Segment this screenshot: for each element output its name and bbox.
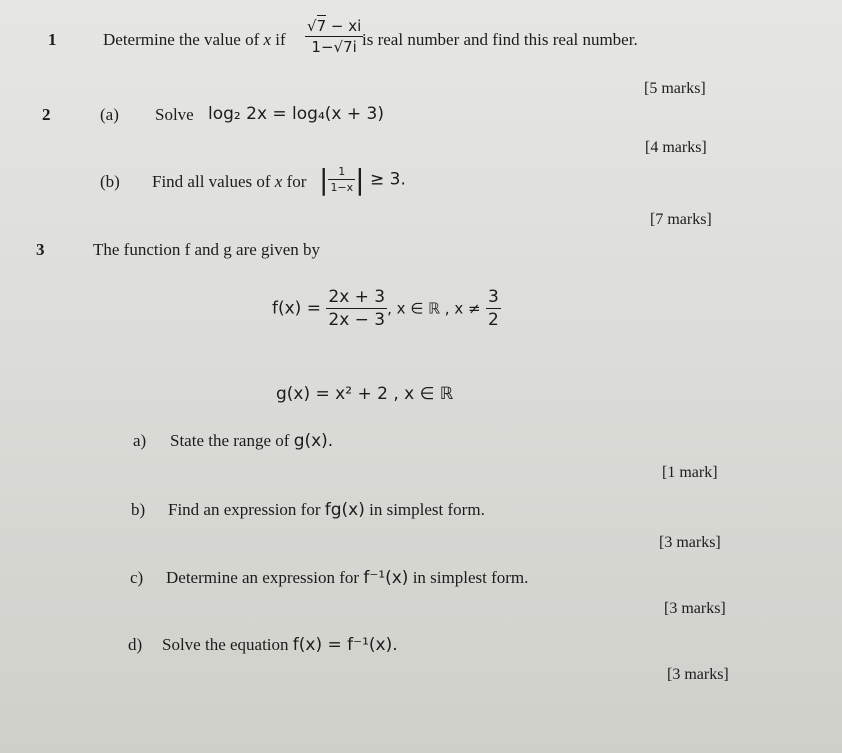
q1-marks: [5 marks] — [644, 80, 706, 97]
q3-f-den: 2x − 3 — [328, 310, 386, 330]
q3d-label: d) — [128, 635, 143, 654]
q1-frac-num-rest: − xi — [326, 17, 362, 35]
q3d-marks: [3 marks] — [667, 666, 729, 683]
q3a-text-a: State the range of — [170, 431, 294, 450]
q3-f-num: 2x + 3 — [328, 287, 386, 307]
q3-f-ex-den: 2 — [487, 310, 499, 330]
q2b-rest: ≥ 3. — [370, 169, 406, 190]
q3b-rest: in simplest form. — [364, 500, 485, 519]
q1-frac-den-root: 7i — [343, 38, 357, 56]
q2b-frac-den: 1−x — [330, 181, 354, 194]
q1-frac-num-root: 7 — [316, 17, 327, 35]
q2a-text: Solve — [155, 105, 194, 124]
q2a-equation: log₂ 2x = log₄(x + 3) — [208, 104, 384, 124]
q3a-marks: [1 mark] — [662, 464, 718, 481]
q3-f-definition — [272, 287, 501, 330]
q3c-rest: in simplest form. — [408, 568, 529, 587]
q3b-math: fg(x) — [324, 500, 365, 520]
q3d-text-a: Solve the equation — [162, 635, 293, 654]
q3c-text-a: Determine an expression for — [166, 568, 364, 587]
q3b-text-a: Find an expression for — [168, 500, 325, 519]
q1-text-b: if — [271, 30, 286, 49]
q1-var-x: x — [263, 30, 272, 49]
q2b-inequality: | $\frac{1}{1-x}$ | ≥ 3. — [319, 163, 406, 196]
q3c-marks: [3 marks] — [664, 600, 726, 617]
q1-text-a: Determine the value of — [103, 30, 264, 49]
q3c-label: c) — [130, 568, 144, 587]
q3c-math: f⁻¹(x) — [363, 568, 409, 588]
question-number-3: 3 — [36, 240, 45, 259]
q2b-marks: [7 marks] — [650, 211, 712, 228]
q2a-label: (a) — [100, 105, 119, 124]
q1-text-c: is real number and find this real number. — [362, 30, 638, 49]
q2b-frac-num: 1 — [328, 165, 355, 180]
q2a-marks: [4 marks] — [645, 139, 707, 156]
q2b-var-x: x — [274, 172, 283, 191]
q3d-math: f(x) = f⁻¹(x). — [292, 635, 398, 655]
q3b-text — [168, 500, 485, 520]
q3-f-lhs: f(x) = — [272, 298, 321, 319]
question-number-1: 1 — [48, 30, 57, 49]
q3-f-ex-num: 3 — [487, 287, 499, 307]
q3b-label: b) — [131, 500, 146, 519]
q3-f-domain: , x ∈ ℝ , x ≠ — [387, 299, 481, 318]
q3-g-definition: g(x) = x² + 2 , x ∈ ℝ — [276, 384, 454, 404]
q2b-text — [152, 172, 306, 192]
q3a-text — [170, 431, 333, 451]
q3b-marks: [3 marks] — [659, 534, 721, 551]
q1-frac-den-a: 1− — [311, 38, 334, 56]
q3d-text — [162, 635, 398, 655]
q3-intro: The function f and g are given by — [93, 240, 321, 259]
q1-text — [103, 30, 286, 50]
q2b-for: for — [282, 172, 307, 191]
question-number-2: 2 — [42, 105, 51, 124]
q1-fraction: $\frac{√7 - xi}{1-√7i}$ — [307, 17, 362, 56]
q2b-label: (b) — [100, 172, 120, 191]
q3c-text — [166, 568, 528, 588]
q3a-math: g(x). — [293, 431, 334, 451]
q2b-text-a: Find all values of — [152, 172, 275, 191]
q3a-label: a) — [133, 431, 147, 450]
